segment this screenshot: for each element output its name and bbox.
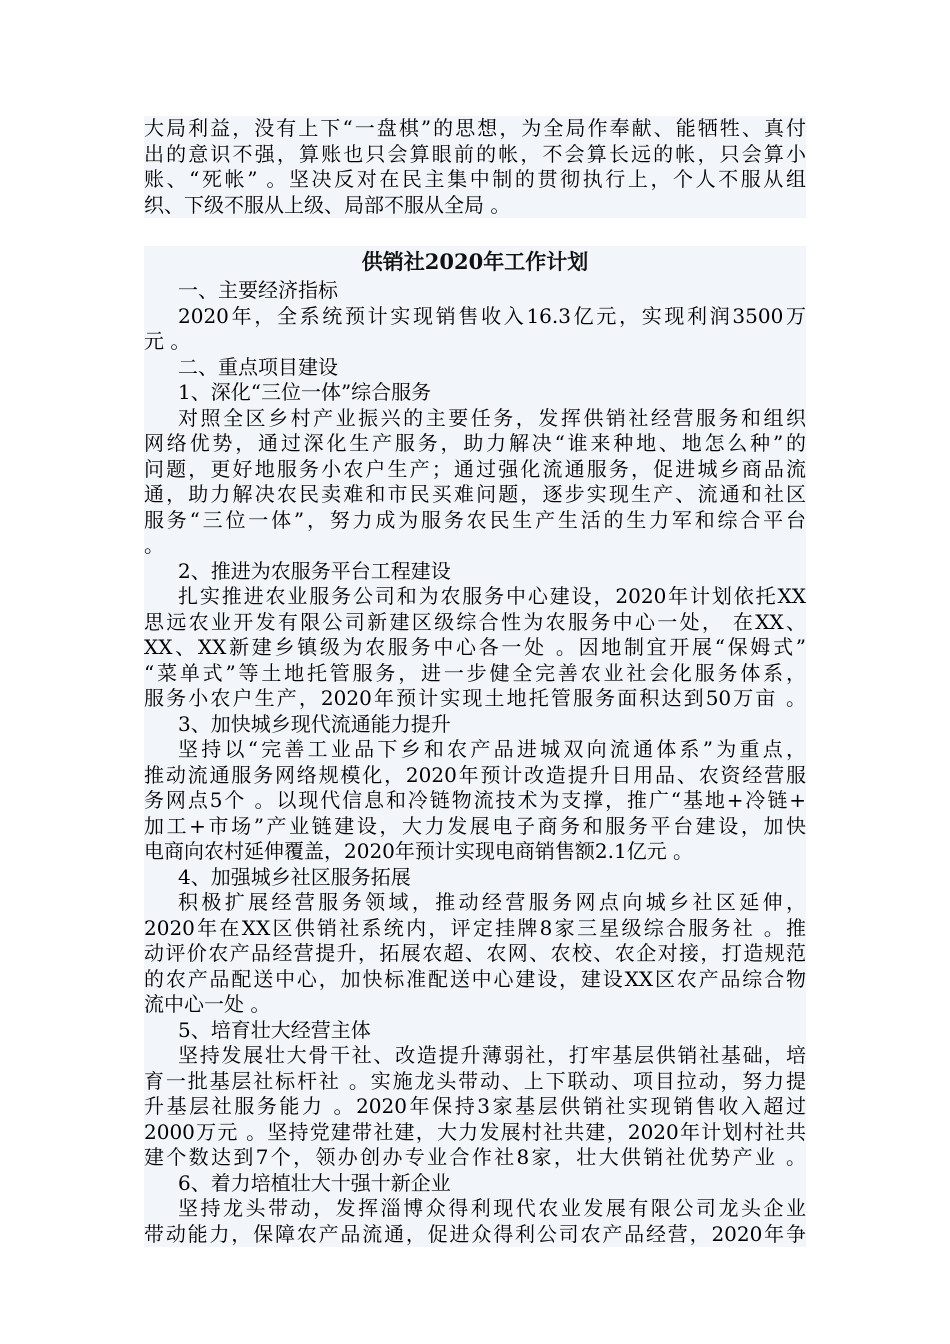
text-line: 建个数达到7个，领办创办专业合作社8家，壮大供销社优势产业 。 <box>144 1145 806 1169</box>
document-title: 供销社2020年工作计划 <box>361 249 589 274</box>
text-line: 服务小农户生产，2020年预计实现土地托管服务面积达到50万亩 。 <box>144 686 806 710</box>
previous-section-tail <box>144 116 806 218</box>
subsection-heading: 6、着力培植壮大十强十新企业 <box>178 1170 451 1195</box>
text-line: 服务“三位一体”，努力成为服务农民生产生活的生力军和综合平台 <box>144 507 806 532</box>
subsection-heading: 1、深化“三位一体”综合服务 <box>178 380 432 404</box>
text-line: 2000万元 。坚持党建带社建，大力发展村社共建，2020年计划村社共 <box>144 1119 806 1144</box>
text-line: 加工+市场”产业链建设，大力发展电子商务和服务平台建设，加快 <box>144 813 806 838</box>
subsection-heading: 3、加快城乡现代流通能力提升 <box>178 711 451 736</box>
text-line: 推动流通服务网络规模化，2020年预计改造提升日用品、农资经营服 <box>144 762 806 787</box>
work-plan-section <box>144 246 806 1247</box>
text-line: 积极扩展经营服务领域，推动经营服务网点向城乡社区延伸， <box>178 890 806 914</box>
text-line: 2020年，全系统预计实现销售收入16.3亿元，实现利润3500万 <box>178 303 806 328</box>
subsection-heading: 2、推进为农服务平台工程建设 <box>178 558 451 583</box>
text-line: 动评价农产品经营提升，拓展农超、农网、农校、农企对接，打造规范 <box>144 941 806 965</box>
text-line: 2020年在XX区供销社系统内，评定挂牌8家三星级综合服务社 。推 <box>144 915 806 940</box>
text-line: 通，助力解决农民卖难和市民买难问题，逐步实现生产、流通和社区 <box>144 482 806 506</box>
text-line: 扎实推进农业服务公司和为农服务中心建设，2020年计划依托XX <box>178 584 806 608</box>
text-line: 网络优势，通过深化生产服务，助力解决“谁来种地、地怎么种”的 <box>144 431 806 455</box>
text-line: XX、XX新建乡镇级为农服务中心各一处 。因地制宜开展“保姆式” <box>144 635 806 659</box>
text-line: 坚持以“完善工业品下乡和农产品进城双向流通体系”为重点， <box>178 737 806 761</box>
text-line: 思远农业开发有限公司新建区级综合性为农服务中心一处， 在XX、 <box>144 609 806 634</box>
text-line: 出的意识不强，算账也只会算眼前的帐，不会算长远的帐，只会算小 <box>144 141 806 166</box>
text-line: 账、“死帐” 。坚决反对在民主集中制的贯彻执行上，个人不服从组 <box>144 167 806 191</box>
subsection-heading: 4、加强城乡社区服务拓展 <box>178 864 411 889</box>
text-line: 流中心一处 。 <box>144 992 271 1016</box>
subsection-heading: 5、培育壮大经营主体 <box>178 1017 371 1042</box>
text-line: 带动能力，保障农产品流通，促进众得利公司农产品经营，2020年争 <box>144 1221 806 1246</box>
text-line: 电商向农村延伸覆盖，2020年预计实现电商销售额2.1亿元 。 <box>144 839 694 863</box>
text-line: 务网点5个 。以现代信息和冷链物流技术为支撑，推广“基地+冷链+ <box>144 788 806 812</box>
text-line: 大局利益，没有上下“一盘棋”的思想，为全局作奉献、能牺牲、真付 <box>144 116 806 140</box>
text-line: 。 <box>144 533 164 557</box>
text-line: “菜单式”等土地托管服务，进一步健全完善农业社会化服务体系， <box>144 660 806 685</box>
text-line: 的农产品配送中心，加快标准配送中心建设，建设XX区农产品综合物 <box>144 966 806 991</box>
text-line: 升基层社服务能力 。2020年保持3家基层供销社实现销售收入超过 <box>144 1094 806 1118</box>
text-line: 元 。 <box>144 329 191 353</box>
section-heading: 一、主要经济指标 <box>178 278 338 302</box>
text-line: 问题，更好地服务小农户生产；通过强化流通服务，促进城乡商品流 <box>144 456 806 481</box>
text-line: 育一批基层社标杆社 。实施龙头带动、上下联动、项目拉动，努力提 <box>144 1068 806 1093</box>
section-heading: 二、重点项目建设 <box>178 354 338 379</box>
text-line: 织、下级不服从上级、局部不服从全局 。 <box>144 192 511 217</box>
text-line: 坚持发展壮大骨干社、改造提升薄弱社，打牢基层供销社基础，培 <box>178 1043 806 1067</box>
text-line: 坚持龙头带动，发挥淄博众得利现代农业发展有限公司龙头企业 <box>178 1196 806 1220</box>
text-line: 对照全区乡村产业振兴的主要任务，发挥供销社经营服务和组织 <box>178 405 806 430</box>
